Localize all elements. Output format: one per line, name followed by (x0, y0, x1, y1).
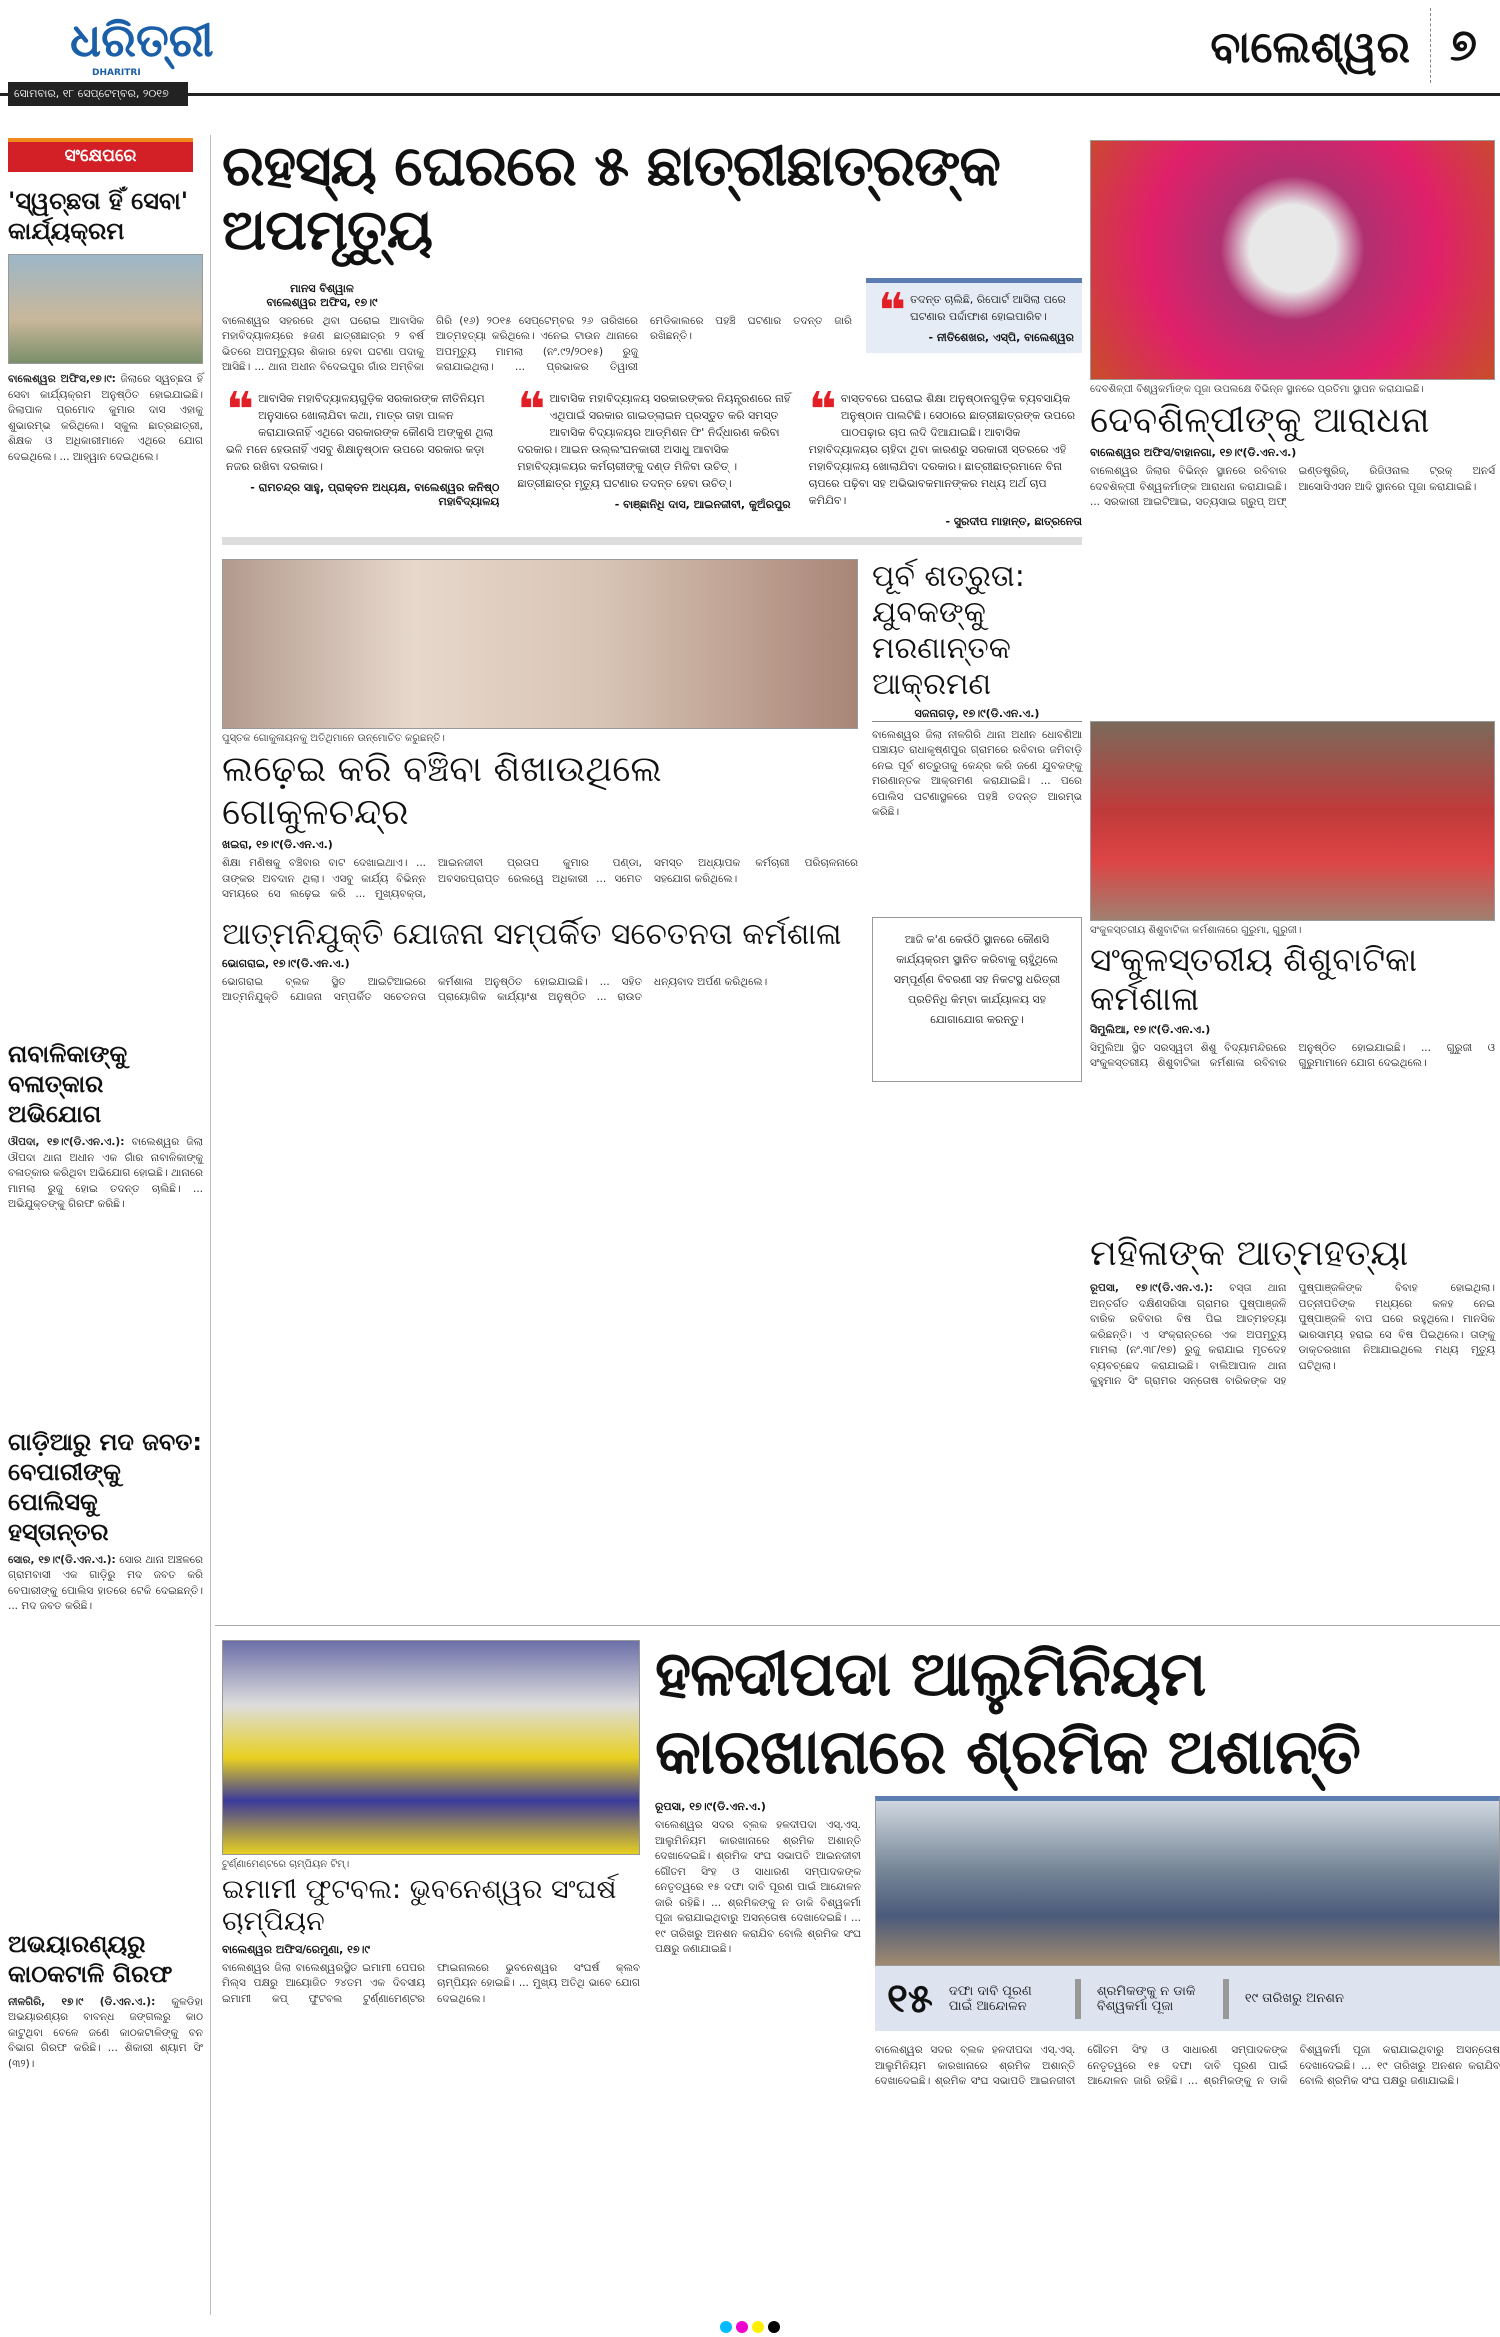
dateline: ରୂପସା, ୧୭।୯(ଡି.ଏନ.ଏ.): (1090, 1282, 1213, 1295)
quote-author: - ବାଞ୍ଛାନିଧି ଦାସ, ଆଇନଜୀବୀ, କୁଅଁରପୁର (614, 497, 791, 511)
quote-author: - ସୁରଦୀପ ମାହାନ୍ତ, ଛାତ୍ରନେତା (945, 514, 1082, 528)
story-body: ସିମୁଲିଆ ସ୍ଥିତ ସରସ୍ୱତୀ ଶିଶୁ ବିଦ୍ୟାମନ୍ଦିରରେ ସଂକୁଳସ୍ତରୀୟ ଶିଶୁବାଟିକା କର୍ମଶାଳା ରବିବାର ଅନୁଷ୍ଠିତ ହୋଇଯାଇଛି। ... ଗୁରୁଜୀ ଓ ଗୁରୁମାମାନେ ଯୋଗ ଦେଇଥିଲେ। (1090, 1041, 1495, 1070)
photo-caption: ଟୁର୍ଣ୍ଣାମେଣ୍ଟରେ ଚାମ୍ପିୟନ ଟିମ୍। (222, 1859, 350, 1870)
brief-section-label: ସଂକ୍ଷେପରେ (8, 138, 193, 172)
photo-caption: ଦେବଶିଳ୍ପୀ ବିଶ୍ୱକର୍ମାଙ୍କ ପୂଜା ଉପଲକ୍ଷେ ବିଭିନ୍ନ ସ୍ଥାନରେ ପ୍ରତିମା ସ୍ଥାପନ କରାଯାଇଛି। (1090, 384, 1424, 395)
page-section-name: ବାଲେଶ୍ୱର (1210, 22, 1410, 73)
book-release-photo (222, 559, 858, 729)
haladipada-layout (655, 1796, 1500, 2090)
dateline: ବାଲେଶ୍ୱର ଅଫିସ/ବାହାନଗା, ୧୭।୯(ଡି.ଏନ.ଏ.) (1090, 446, 1297, 460)
haladipada-body-continued: ବାଲେଶ୍ୱର ସଦର ବ୍ଲକ ହଳଦୀପଦା ଏସ୍.ଏସ୍. ଆଲୁମିନିୟମ କାରଖାନାରେ ଶ୍ରମିକ ଅଶାନ୍ତି ଦେଖାଦେଇଛି। ଶ୍ରମିକ ସଂଘ ସଭାପତି ଆଇନଜୀବୀ ଗୌତମ ସିଂହ ଓ ସାଧାରଣ ସମ୍ପାଦକଙ୍କ ନେତୃତ୍ୱରେ ୧୫ ଦଫା ଦାବି ପୂରଣ ପାଇଁ ଆନ୍ଦୋଳନ ଜାରି ରହିଛି। ... ଶ୍ରମିକଙ୍କୁ ନ ଡାକି ବିଶ୍ୱକର୍ମା ପୂଜା କରାଯାଇଥିବାରୁ ଅସନ୍ତୋଷ ଦେଖାଦେଇଛି। ... ୧୯ ତାରିଖରୁ ଅନଶନ କରାଯିବ ବୋଲି ଶ୍ରମିକ ସଂଘ ପକ୍ଷରୁ ଜଣାଯାଇଛି। (875, 2044, 1500, 2087)
dateline: ରୂପସା, ୧୭।୯(ଡି.ଏନ.ଏ.) (655, 1800, 766, 1813)
quote-mark-icon: ❝ (517, 381, 546, 438)
quote-3 (805, 381, 1082, 529)
story-body: ଭୋଗରାଇ ବ୍ଲକ ସ୍ଥିତ ଆଇଟିଆଇରେ ଆତ୍ମନିଯୁକ୍ତି ଯୋଜନା ସମ୍ପର୍କିତ ସଚେତନତା କର୍ମଶାଳା ଅନୁଷ୍ଠିତ ହୋଇଯାଇଛି। ... ସହିତ ପ୍ରାୟୋଗିକ କାର୍ଯ୍ୟାଂଶ ଅନୁଷ୍ଠିତ ... ରାଉତ ଧନ୍ୟବାଦ ଅର୍ପଣ କରିଥିଲେ। (222, 975, 768, 1004)
sidebar-story-2 (8, 1039, 203, 1213)
gokul-headline: ଲଢ଼େଇ କରି ବଞ୍ଚିବା ଶିଖାଉଥିଲେ ଗୋକୁଳଚନ୍ଦ୍ର (222, 748, 662, 833)
issue-date: ସୋମବାର, ୧୮ ସେପ୍ଟେମ୍ବର, ୨୦୧୭ (8, 82, 188, 106)
sidebar-story-4 (8, 1929, 203, 2073)
demand-count: ୧୫ (887, 1975, 933, 2022)
sidebar (8, 138, 203, 2072)
haladipada-headline: ହଳଦୀପଦା ଆଲୁମିନିୟମ କାରଖାନାରେ ଶ୍ରମିକ ଅଶାନ୍ତି (655, 1637, 1360, 1788)
logo-latin: DHARITRI (92, 68, 141, 78)
football-headline: ଇମାମୀ ଫୁଟବଲ: ଭୁବନେଶ୍ୱର ସଂଘର୍ଷ ଚାମ୍ପିୟନ (222, 1874, 617, 1938)
pull-quote-box (866, 278, 1082, 353)
banner-item: ଶ୍ରମିକଙ୍କୁ ନ ଡାକି ବିଶ୍ୱକର୍ମା ପୂଜା (1096, 1983, 1196, 2014)
sidebar-headline: 'ସ୍ୱଚ୍ଛତା ହିଁ ସେବା' କାର୍ଯ୍ୟକ୍ରମ (8, 187, 189, 245)
masthead-rule (0, 93, 1500, 96)
banner-item: ୧୯ ତାରିଖରୁ ଅନଶନ (1244, 1991, 1344, 2006)
photo-caption: ପୁସ୍ତକ ଗୋକୁଳାୟନକୁ ଅତିଥିମାନେ ଉନ୍ମୋଚିତ କରୁଛନ୍ତି। (222, 732, 445, 744)
sidebar-headline: ଅଭୟାରଣ୍ୟରୁ କାଠକଟାଳି ଗିରଫ (8, 1929, 173, 1988)
dateline: ସିମୁଲିଆ, ୧୭।୯(ଡି.ଏନ.ଏ.) (1090, 1022, 1211, 1036)
workers-protest-photo (875, 1796, 1500, 1966)
right-column (1090, 140, 1495, 1390)
story-body: ବାଲେଶ୍ୱର ଜିଲା ନୀଳଗିରି ଥାନା ଅଧୀନ ଧୋବଣିଆ ପଞ୍ଚାୟତ ରାଧାକୃଷ୍ଣପୁର ଗ୍ରାମରେ ରବିବାର ଜମିବାଡ଼ି ନେଇ ପୂର୍ବ ଶତ୍ରୁତାକୁ କେନ୍ଦ୍ର କରି ଜଣେ ଯୁବକଙ୍କୁ ମରଣାନ୍ତକ ଆକ୍ରମଣ କରାଯାଇଛି। ... ପରେ ପୋଲିସ ଘଟଣାସ୍ଥଳରେ ପହଞ୍ଚି ତଦନ୍ତ ଆରମ୍ଭ କରିଛି। (872, 728, 1082, 819)
gokul-story (222, 559, 858, 903)
notice-box: ଆଜି କ'ଣ କେଉଁଠି ସ୍ଥାନରେ କୌଣସି କାର୍ଯ୍ୟକ୍ରମ ସ୍ଥାନିତ କରିବାକୁ ଚାହୁଁଥିଲେ ସମ୍ପୂର୍ଣ୍ଣ ବିବରଣୀ ସହ ନିକଟସ୍ଥ ଧରିତ୍ରୀ ପ୍ରତିନିଧି କିମ୍ବା କାର୍ଯ୍ୟାଳୟ ସହ ଯୋଗାଯୋଗ କରନ୍ତୁ। (872, 917, 1082, 1082)
football-team-photo (222, 1640, 640, 1855)
dateline: ସଜନାଗଡ଼, ୧୭।୯(ଡି.ଏନ.ଏ.) (872, 707, 1082, 722)
print-registration-marks (0, 2318, 1500, 2337)
atmaniyukti-story (222, 917, 858, 1006)
banner-item: ଦଫା ଦାବି ପୂରଣ ପାଇଁ ଆନ୍ଦୋଳନ (948, 1983, 1032, 2014)
lead-body: ବାଲେଶ୍ୱର ସହରରେ ଥିବା ଘରୋଇ ଆବାସିକ ମହାବିଦ୍ୟାଳୟରେ ୫ଜଣ ଛାତ୍ରୀଛାତ୍ର ୨ ବର୍ଷ ଭିତରେ ଅପମୃତ୍ୟୁର ଶିକାର ହେବା ଘଟଣା ପଦାକୁ ଆସିଛି। ... ଥାନା ଅଧୀନ ବିଦେଇପୁର ଗାଁର ଅମ୍ବିକା ଗିରି (୧୬) ୨୦୧୫ ସେପ୍ଟେମ୍ବର ୨୬ ତାରିଖରେ ଆତ୍ମହତ୍ୟା କରିଥିଲେ। ଏନେଇ ଟାଉନ ଥାନାରେ ଅପମୃତ୍ୟୁ ମାମଲା (ନଂ.୯୨/୨୦୧୫) ରୁଜୁ କରାଯାଇଥିଲା। ... ପ୍ରଭାକର ତିୱାରୀ ମେଡିକାଲରେ ପହଞ୍ଚି ଘଟଣାର ତଦନ୍ତ ଜାରି ରଖିଛନ୍ତି। (222, 314, 852, 374)
dharitri-logo: ଧରିତ୍ରୀ (70, 13, 214, 67)
quote-mark-icon: ❝ (878, 282, 907, 339)
mahila-story (1090, 1232, 1495, 1390)
story-body: ବସ୍ତା ଥାନା ଅନ୍ତର୍ଗତ ଦକ୍ଷିଣସରିସା ଗ୍ରାମର ପୁଷ୍ପାଞ୍ଜଳି ବାରିକ ରବିବାର ବିଷ ପିଇ ଆତ୍ମହତ୍ୟା କରିଛନ୍ତି। ଏ ସଂକ୍ରାନ୍ତରେ ଏକ ଅପମୃତ୍ୟୁ ମାମଲା (ନଂ.୩୮/୧୭) ରୁଜୁ କରାଯାଇ ମୃତଦେହ ବ୍ୟବଚ୍ଛେଦ କରାଯାଇଛି। ବାଲିଆପାଳ ଥାନା କୁହୁମାନ ସିଂ ଗ୍ରାମର ସନ୍ତୋଷ ବାରିକଙ୍କ ସହ ପୁଷ୍ପାଞ୍ଜଳିଙ୍କ ବିବାହ ହୋଇଥିଲା। ପତ୍ନୀପତିଙ୍କ ମଧ୍ୟରେ କଳହ ନେଇ ପୁଷ୍ପାଞ୍ଜଳି ବାପ ଘରେ ରହୁଥିଲେ। ମାନସିକ ଭାରସାମ୍ୟ ହରାଇ ସେ ବିଷ ପିଇଥିଲେ। ତାଙ୍କୁ ଡାକ୍ତରଖାନା ନିଆଯାଇଥିଲେ ମଧ୍ୟ ମୃତ୍ୟୁ ଘଟିଥିଲା। (1090, 1282, 1495, 1388)
lead-story (222, 278, 1082, 376)
shishu-story (1090, 721, 1495, 1072)
quote-text: ଆବାସିକ ମହାବିଦ୍ୟାଳୟଗୁଡ଼ିକ ସରକାରଙ୍କ ନୀତିନିୟମ ଅନୁସାରେ ଖୋଲାଯିବା କଥା, ମାତ୍ର ତାହା ପାଳନ କରାଯାଉନାହିଁ ଏଥିରେ ସରକାରଙ୍କ କୌଣସି ଅଙ୍କୁଶ ଥିଲା ଭଳି ମନେ ହେଉନାହିଁ ଏସବୁ ଶିକ୍ଷାନୁଷ୍ଠାନ ଉପରେ ସରକାର କଡ଼ା ନଜର ରଖିବା ଦରକାର। (226, 391, 494, 473)
story-body: ବାଲେଶ୍ୱର ଜିଲା ଔପଦା ଥାନା ଅଧୀନ ଏକ ଗାଁର ନାବାଳିକାଙ୍କୁ ବଳାତ୍କାର କରିଥିବା ଅଭିଯୋଗ ହୋଇଛି। ଥାନାରେ ମାମଲା ରୁଜୁ ହୋଇ ତଦନ୍ତ ଚାଲିଛି। ... ଅଭିଯୁକ୍ତଙ୍କୁ ଗିରଫ କରିଛି। (8, 1136, 203, 1210)
quote-mark-icon: ❝ (226, 381, 255, 438)
quote-text: ବାସ୍ତବରେ ଘରୋଇ ଶିକ୍ଷା ଅନୁଷ୍ଠାନଗୁଡ଼ିକ ବ୍ୟବସାୟିକ ଅନୁଷ୍ଠାନ ପାଲଟିଛି। ସେଠାରେ ଛାତ୍ରୀଛାତ୍ରଙ୍କ ଉପରେ ପାଠପଢ଼ାର ଚାପ ଲଦି ଦିଆଯାଇଛି। ଆବାସିକ ମହାବିଦ୍ୟାଳୟର ଚାହିଦା ଥିବା କାରଣରୁ ସରକାରୀ ସ୍ତରରେ ଏହି ମହାବିଦ୍ୟାଳୟ ଖୋଲାଯିବା ଦରକାର। ଛାତ୍ରୀଛାତ୍ରମାନେ ବିନା ଚାପରେ ପଢ଼ିବା ସହ ଅଭିଭାବକମାନଙ୍କର ମଧ୍ୟ ଅର୍ଥ ଚାପ କମିଯିବ। (808, 391, 1076, 507)
lead-headline: ରହସ୍ୟ ଘେରରେ ୫ ଛାତ୍ରୀଛାତ୍ରଙ୍କ ଅପମୃତ୍ୟୁ (222, 134, 1000, 264)
haladipada-left-col (655, 1796, 861, 1958)
photo-caption: ସଂକୁଳସ୍ତରୀୟ ଶିଶୁବାଟିକା କର୍ମଶାଳାରେ ଗୁରୁମା, ଗୁରୁଜୀ। (1090, 924, 1302, 936)
black-dot (768, 2321, 780, 2333)
shishu-headline: ସଂକୁଳସ୍ତରୀୟ ଶିଶୁବାଟିକା କର୍ମଶାଳା (1090, 939, 1418, 1019)
devashilpi-headline: ଦେବଶିଳ୍ପୀଙ୍କୁ ଆରାଧନା (1090, 400, 1430, 441)
atmaniyukti-notice-row (222, 917, 1082, 1082)
dateline: ବାଲେଶ୍ୱର ଅଫିସ/ରେମୁଣା, ୧୭।୯ (222, 1942, 370, 1956)
football-story (222, 1640, 640, 2007)
dateline: ଔପଦା, ୧୭।୯(ଡି.ଏନ.ଏ.): (8, 1136, 125, 1148)
demands-banner (875, 1966, 1500, 2031)
purba-headline: ପୂର୍ବ ଶତ୍ରୁତା: ଯୁବକଙ୍କୁ ମରଣାନ୍ତକ ଆକ୍ରମଣ (872, 558, 1025, 702)
quote-1 (222, 381, 500, 509)
story-body: ଜିଲାରେ ସ୍ୱଚ୍ଛତା ହିଁ ସେବା କାର୍ଯ୍ୟକ୍ରମ ଅନୁଷ୍ଠିତ ହୋଇଯାଇଛି। ଜିଲାପାଳ ପ୍ରମୋଦ କୁମାର ଦାସ ଏହାକୁ ଶୁଭାରମ୍ଭ କରିଥିଲେ। ସ୍କୁଲ ଛାତ୍ରଛାତ୍ରୀ, ଶିକ୍ଷକ ଓ ଅଧିକାରୀମାନେ ଏଥିରେ ଯୋଗ ଦେଇଥିଲେ। ... ଆହ୍ୱାନ ଦେଇଥିଲେ। (8, 373, 203, 463)
dateline: ନୀଳଗିରି, ୧୭।୯ (ଡି.ଏନ.ଏ.): (8, 1995, 156, 2008)
haladipada-body: ବାଲେଶ୍ୱର ସଦର ବ୍ଲକ ହଳଦୀପଦା ଏସ୍.ଏସ୍. ଆଲୁମିନିୟମ କାରଖାନାରେ ଶ୍ରମିକ ଅଶାନ୍ତି ଦେଖାଦେଇଛି। ଶ୍ରମିକ ସଂଘ ସଭାପତି ଆଇନଜୀବୀ ଗୌତମ ସିଂହ ଓ ସାଧାରଣ ସମ୍ପାଦକଙ୍କ ନେତୃତ୍ୱରେ ୧୫ ଦଫା ଦାବି ପୂରଣ ପାଇଁ ଆନ୍ଦୋଳନ ଜାରି ରହିଛି। ... ଶ୍ରମିକଙ୍କୁ ନ ଡାକି ବିଶ୍ୱକର୍ମା ପୂଜା କରାଯାଇଥିବାରୁ ଅସନ୍ତୋଷ ଦେଖାଦେଇଛି। ... ୧୯ ତାରିଖରୁ ଅନଶନ କରାଯିବ ବୋଲି ଶ୍ରମିକ ସଂଘ ପକ୍ଷରୁ ଜଣାଯାଇଛି। (655, 1819, 861, 1955)
lead-text (222, 278, 852, 376)
story-body: ବାଲେଶ୍ୱର ଜିଲାର ବିଭିନ୍ନ ସ୍ଥାନରେ ରବିବାର ଦେବଶିଳ୍ପୀ ବିଶ୍ୱକର୍ମାଙ୍କ ଆରାଧନା କରାଯାଇଛି। ... ସରକାରୀ ଆଇଟିଆଇ, ସତ୍ୟସାଇ ଗ୍ରୁପ୍ ଅଫ୍ ଇଣ୍ଡଷ୍ଟ୍ରିଜ୍, ରିଜିଓନାଲ ଟ୍ରକ୍ ଅନର୍ସ ଆସୋସିଏସନ ଆଦି ସ୍ଥାନରେ ପୂଜା କରାଯାଇଛି। (1090, 465, 1495, 509)
pull-quote-author: - ନୀତିଶେଖର, ଏସ୍‌ପି, ବାଲେଶ୍ୱର (928, 330, 1074, 344)
page-separator (1430, 8, 1431, 83)
sidebar-story-1 (8, 186, 203, 465)
dateline: ବାଲେଶ୍ୱର ଅଫିସ, ୧୭।୯ (266, 295, 378, 309)
atmaniyukti-headline: ଆତ୍ମନିଯୁକ୍ତି ଯୋଜନା ସମ୍ପର୍କିତ ସଚେତନତା କର୍ମଶାଳା (222, 916, 842, 952)
devashilpi-story (1090, 140, 1495, 511)
haladipada-right-col (875, 1796, 1500, 2090)
column-divider (210, 135, 211, 2315)
story-body: କୁଳଡିହା ଅଭୟାରଣ୍ୟର ବାବନ୍ଧ ଜଙ୍ଗଲରୁ କାଠ କାଟୁଥିବା ବେଳେ ଜଣେ କାଠକଟାଳିଙ୍କୁ ବନ ବିଭାଗ ଗିରଫ କରିଛି। ... ଶିକାରୀ ଶ୍ୟାମ ସିଂ (୩୨)। (8, 1995, 203, 2070)
story-body: ସୋର ଥାନା ଅଞ୍ଚଳରେ ଗ୍ରାମବାସୀ ଏକ ଗାଡ଼ିରୁ ମଦ ଜବତ କରି ବେପାରୀଙ୍କୁ ପୋଲିସ ହାତରେ ଟେକି ଦେଇଛନ୍ତି। ... ମଦ ଜବତ କରିଛି। (8, 1553, 203, 1612)
cleanliness-photo (8, 254, 203, 364)
quote-mark-icon: ❝ (808, 381, 837, 438)
middle-column (222, 135, 1082, 1082)
workshop-photo (1090, 721, 1495, 921)
cyan-dot (720, 2321, 732, 2333)
gokul-purba-row (222, 559, 1082, 903)
sidebar-headline: ନାବାଳିକାଙ୍କୁ ବଳାତ୍କାର ଅଭିଯୋଗ (8, 1040, 128, 1128)
quote-author: - ରାମଚନ୍ଦ୍ର ସାହୁ, ପ୍ରାକ୍ତନ ଅଧ୍ୟକ୍ଷ, ବାଲେଶ୍ୱର କନିଷ୍ଠ ମହାବିଦ୍ୟାଳୟ (250, 480, 500, 508)
page-number: ୭ (1450, 20, 1477, 71)
sidebar-headline: ଗାଡ଼ିଆରୁ ମଦ ଜବତ: ବେପାରୀଙ୍କୁ ପୋଲିସକୁ ହସ୍ତାନ୍ତର (8, 1427, 202, 1546)
byline: ମାନସ ବିଶ୍ୱାଳ (290, 281, 354, 295)
quotes-row (222, 381, 1082, 545)
purba-story (872, 559, 1082, 821)
section-divider (215, 1625, 1500, 1626)
dateline: ସୋର, ୧୭।୯(ଡି.ଏନ.ଏ.): (8, 1553, 116, 1566)
story-body: ବାଲେଶ୍ୱର ଜିଲା ବାଲେଶ୍ୱରସ୍ଥିତ ଇମାମୀ ପେପର ମିଲ୍‌ସ ପକ୍ଷରୁ ଆୟୋଜିତ ୨୪ତମ ଏକ ଦିବସୀୟ ଇମାମୀ କପ୍ ଫୁଟବଲ ଟୁର୍ଣ୍ଣାମେଣ୍ଟର ଫାଇନାଲରେ ଭୁବନେଶ୍ୱର ସଂଘର୍ଷ କ୍ଲବ ଚାମ୍ପିୟନ ହୋଇଛି। ... ମୁଖ୍ୟ ଅତିଥି ଭାବେ ଯୋଗ ଦେଇଥିଲେ। (222, 1961, 640, 2005)
quote-text: ଆବାସିକ ମହାବିଦ୍ୟାଳୟ ସରକାରଙ୍କର ନିୟନ୍ତ୍ରଣରେ ନାହିଁ ଏଥିପାଇଁ ସରକାର ଗାଇଡ୍‌ଲାଇନ ପ୍ରସ୍ତୁତ କରି ସମସ୍ତ ଆବାସିକ ବିଦ୍ୟାଳୟର ଆଡ୍‌ମିଶନ ଫି' ନିର୍ଦ୍ଧାରଣ କରିବା ଦରକାର। ଆଇନ ଉଲ୍ଲଂଘନକାରୀ ଅସାଧୁ ଆବାସିକ ମହାବିଦ୍ୟାଳୟର କର୍ମଚାରୀଙ୍କୁ ଦଣ୍ଡ ମିଳିବା ଉଚିତ୍ । ଛାତ୍ରୀଛାତ୍ର ମୃତ୍ୟୁ ଘଟଣାର ତଦନ୍ତ ହେବା ଉଚିତ୍। (517, 391, 791, 490)
quote-2 (513, 381, 791, 512)
pull-quote-text: ତଦନ୍ତ ଚାଲିଛି, ରିପୋର୍ଟ ଆସିଲା ପରେ ଘଟଣାର ପର୍ଦ୍ଦାଫାଶ ହୋଇପାରିବ। (910, 292, 1066, 323)
vishwakarma-idol-photo (1090, 140, 1495, 380)
banner-separator (1075, 1979, 1081, 2019)
haladipada-story (655, 1635, 1500, 2090)
sidebar-story-3 (8, 1427, 203, 1615)
mahila-headline: ମହିଳାଙ୍କ ଆତ୍ମହତ୍ୟା (1090, 1232, 1409, 1274)
dateline: ଭୋଗରାଇ, ୧୭।୯(ଡି.ଏନ.ଏ.) (222, 956, 350, 970)
story-body: ଶିକ୍ଷା ମଣିଷକୁ ବଞ୍ଚିବାର ବାଟ ଦେଖାଇଥାଏ। ... ତାଙ୍କର ଅବଦାନ ଥିଲା। ଏସବୁ କାର୍ଯ୍ୟ ବିଭିନ୍ନ ସମୟରେ ସେ ଲଢ଼େଇ କରି ... ମୁଖ୍ୟବକ୍ତା, ଆଇନଜୀବୀ ପ୍ରତାପ କୁମାର ପଣ୍ଡା, ଅବସରପ୍ରାପ୍ତ ରେଲୱେ ଅଧିକାରୀ ... ସମେତ ସମସ୍ତ ଅଧ୍ୟାପକ କର୍ମଚାରୀ ପରିଚାଳନାରେ ସହଯୋଗ କରିଥିଲେ। (222, 857, 858, 901)
yellow-dot (752, 2321, 764, 2333)
banner-separator (1223, 1979, 1229, 2019)
magenta-dot (736, 2321, 748, 2333)
dateline: ଖଇରା, ୧୭।୯(ଡି.ଏନ.ଏ.) (222, 838, 333, 852)
dateline: ବାଲେଶ୍ୱର ଅଫିସ,୧୭।୯: (8, 373, 116, 385)
